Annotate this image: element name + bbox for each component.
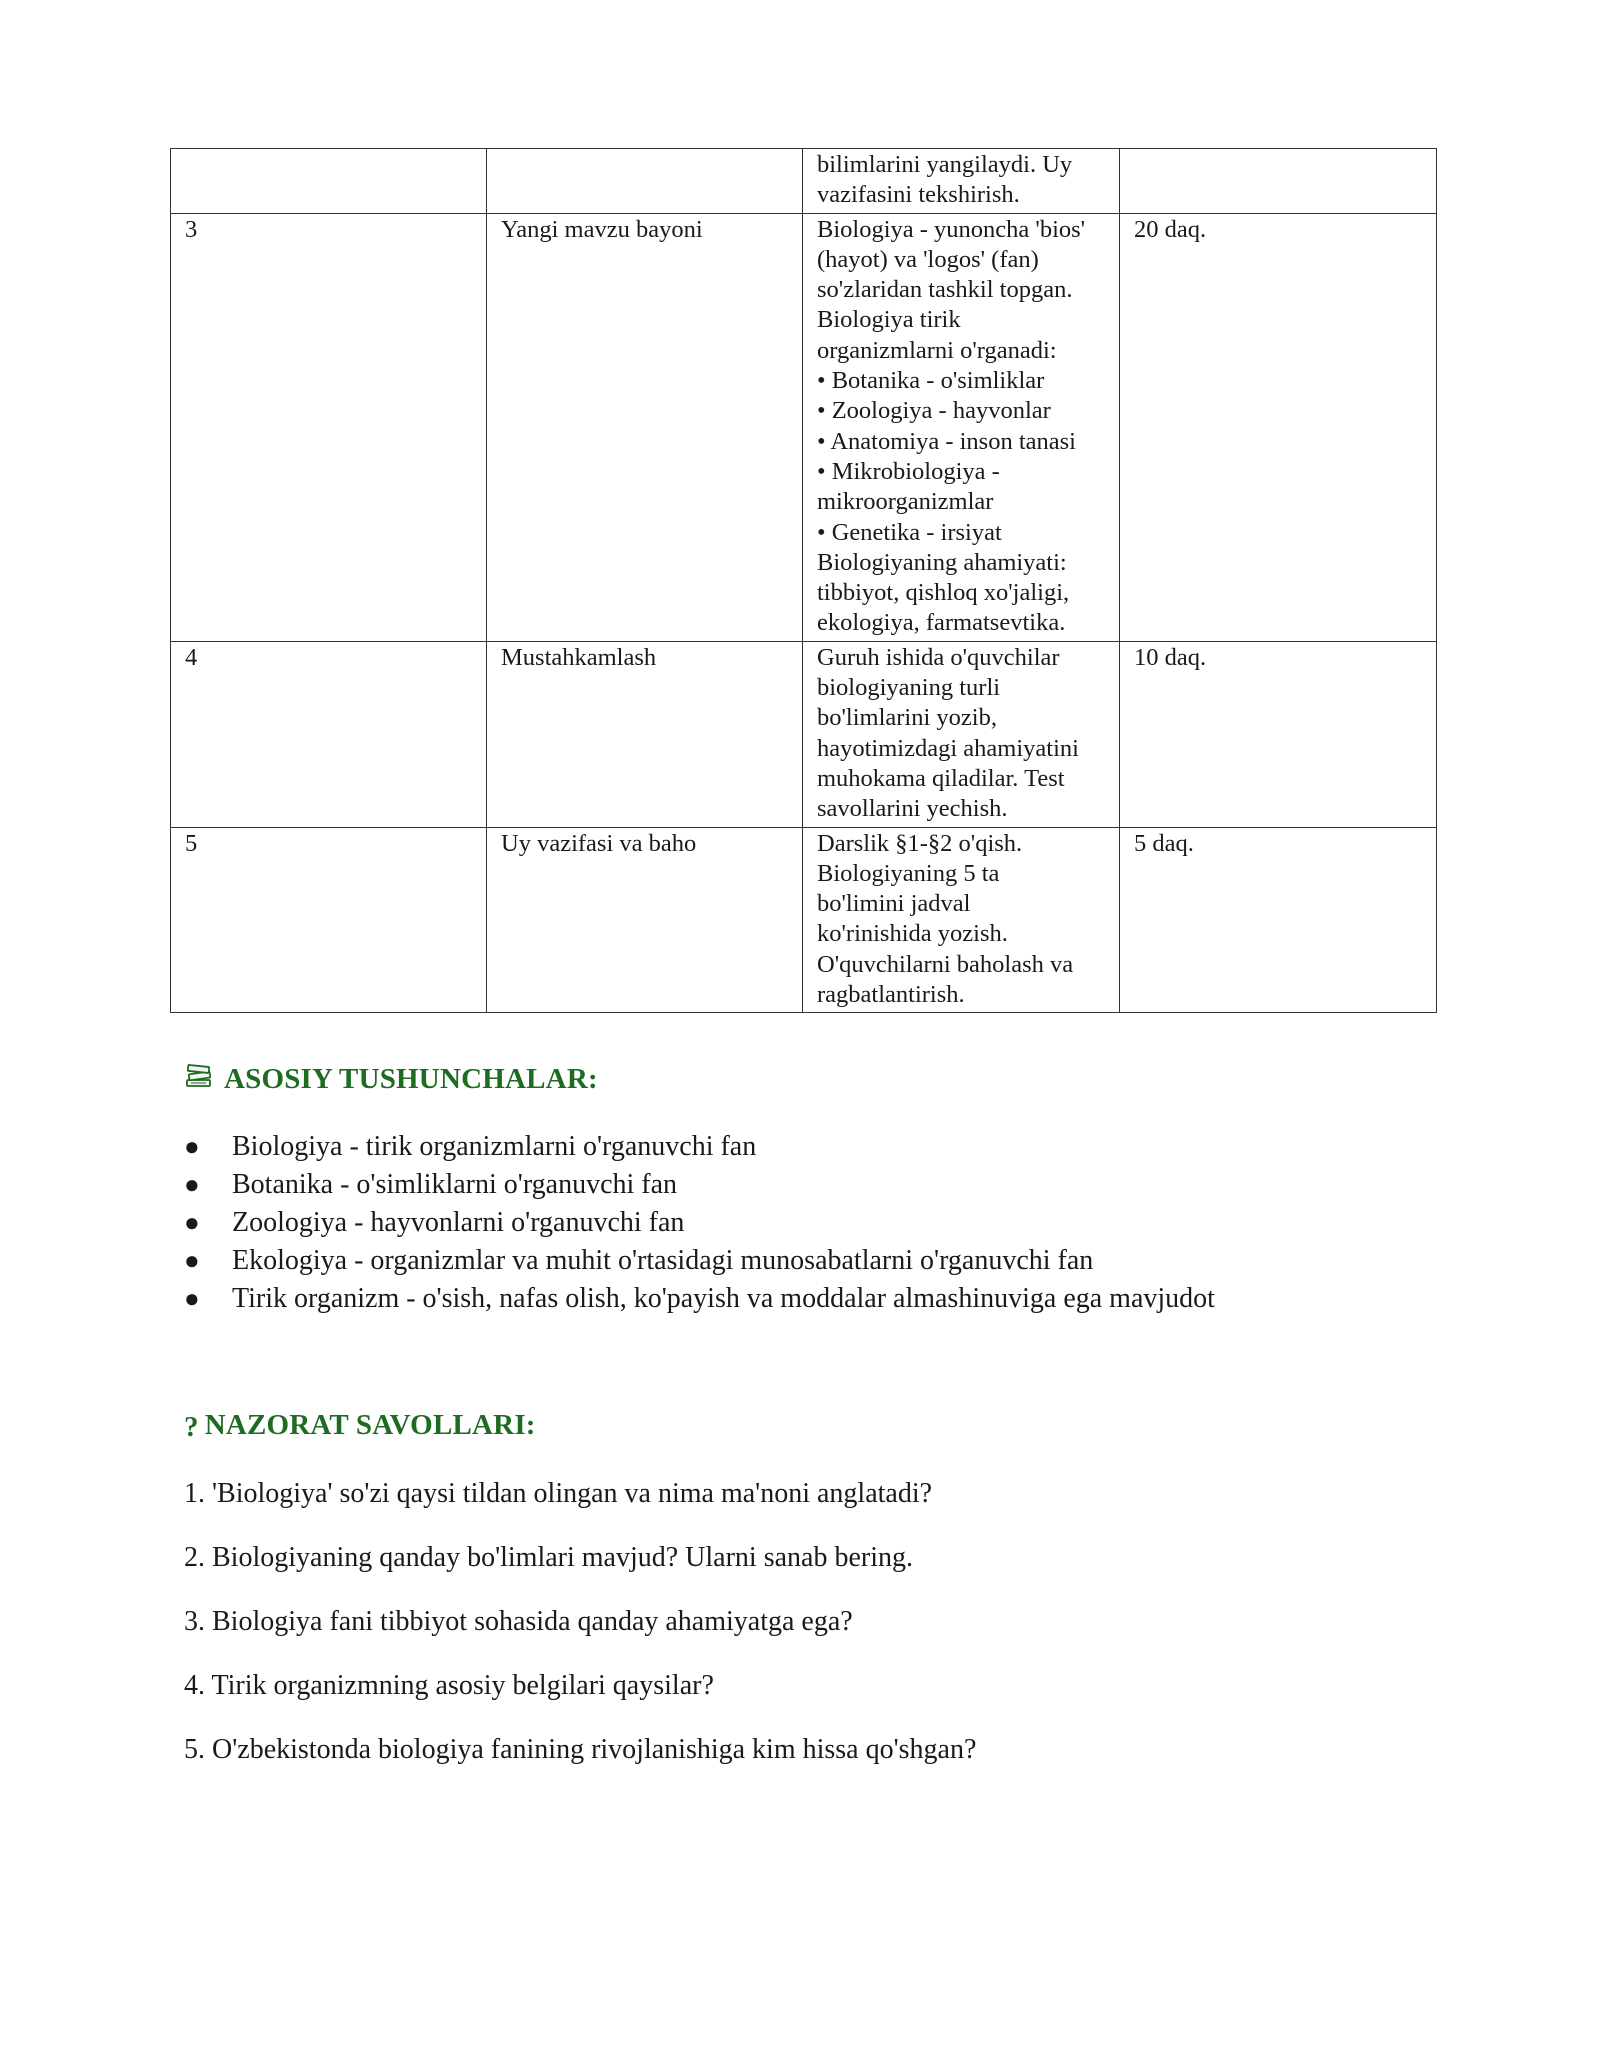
questions-list: [184, 1477, 976, 1797]
cell-time: 20 daq.: [1120, 213, 1437, 641]
table-row: [171, 213, 1437, 641]
cell-stage: [487, 149, 803, 214]
cell-stage: Yangi mavzu bayoni: [487, 213, 803, 641]
list-item: ● Zoologiya - hayvonlarni o'rganuvchi fan: [184, 1204, 1215, 1242]
question-item: 2. Biologiyaning qanday bo'limlari mavjud? Ularni sanab bering.: [184, 1542, 913, 1573]
cell-number: [171, 149, 487, 214]
concepts-list: [184, 1128, 1215, 1318]
cell-number: 3: [171, 213, 487, 641]
table-row: [171, 827, 1437, 1013]
bullet-icon: ●: [184, 1246, 200, 1275]
bullet-icon: ●: [184, 1208, 200, 1237]
question-item: 5. O'zbekistonda biologiya fanining rivojlanishiga kim hissa qo'shgan?: [184, 1734, 977, 1765]
bullet-icon: ●: [184, 1284, 200, 1313]
cell-number: 5: [171, 827, 487, 1013]
list-item: ● Tirik organizm - o'sish, nafas olish, ko'payish va moddalar almashinuviga ega mavjudot: [184, 1280, 1215, 1318]
lesson-plan-table: [170, 148, 1437, 1013]
table-row: [171, 149, 1437, 214]
question-item: 1. 'Biologiya' so'zi qaysi tildan olingan va nima ma'noni anglatadi?: [184, 1478, 933, 1509]
books-icon: [184, 1064, 214, 1098]
questions-title: NAZORAT SAVOLLARI:: [204, 1409, 536, 1441]
question-mark-icon: ?: [184, 1411, 199, 1443]
cell-content: Guruh ishida o'quvchilar biologiyaning turli bo'limlarini yozib, hayotimizdagi ahamiyatini muhokama qiladilar. Test savollarini yechish.: [803, 641, 1120, 827]
cell-content: Darslik §1-§2 o'qish. Biologiyaning 5 ta bo'limini jadval ko'rinishida yozish. O'quvchilarni baholash va ragbatlantirish.: [803, 827, 1120, 1013]
cell-time: [1120, 149, 1437, 214]
cell-time: 5 daq.: [1120, 827, 1437, 1013]
cell-time: 10 daq.: [1120, 641, 1437, 827]
cell-stage: Uy vazifasi va baho: [487, 827, 803, 1013]
questions-heading: [184, 1409, 536, 1444]
bullet-icon: ●: [184, 1132, 200, 1161]
list-item: ● Ekologiya - organizmlar va muhit o'rtasidagi munosabatlarni o'rganuvchi fan: [184, 1242, 1215, 1280]
concepts-heading: [184, 1063, 598, 1098]
bullet-icon: ●: [184, 1170, 200, 1199]
list-item: ● Biologiya - tirik organizmlarni o'rganuvchi fan: [184, 1128, 1215, 1166]
table-row: [171, 641, 1437, 827]
cell-stage: Mustahkamlash: [487, 641, 803, 827]
question-item: 3. Biologiya fani tibbiyot sohasida qanday ahamiyatga ega?: [184, 1606, 853, 1637]
list-item: ● Botanika - o'simliklarni o'rganuvchi fan: [184, 1166, 1215, 1204]
concepts-title: ASOSIY TUSHUNCHALAR:: [224, 1063, 598, 1095]
cell-number: 4: [171, 641, 487, 827]
cell-content: bilimlarini yangilaydi. Uy vazifasini tekshirish.: [803, 149, 1120, 214]
cell-content: Biologiya - yunoncha 'bios' (hayot) va 'logos' (fan) so'zlaridan tashkil topgan. Biologiya tirik organizmlarni o'rganadi: • Botanika - o'simliklar • Zoologiya - hayvonlar • Anatomiya - inson tanasi • Mikrobiologiya - mikroorganizmlar • Genetika - irsiyat Biologiyaning ahamiyati: tibbiyot, qishloq xo'jaligi, ekologiya, farmatsevtika.: [803, 213, 1120, 641]
question-item: 4. Tirik organizmning asosiy belgilari qaysilar?: [184, 1670, 714, 1701]
